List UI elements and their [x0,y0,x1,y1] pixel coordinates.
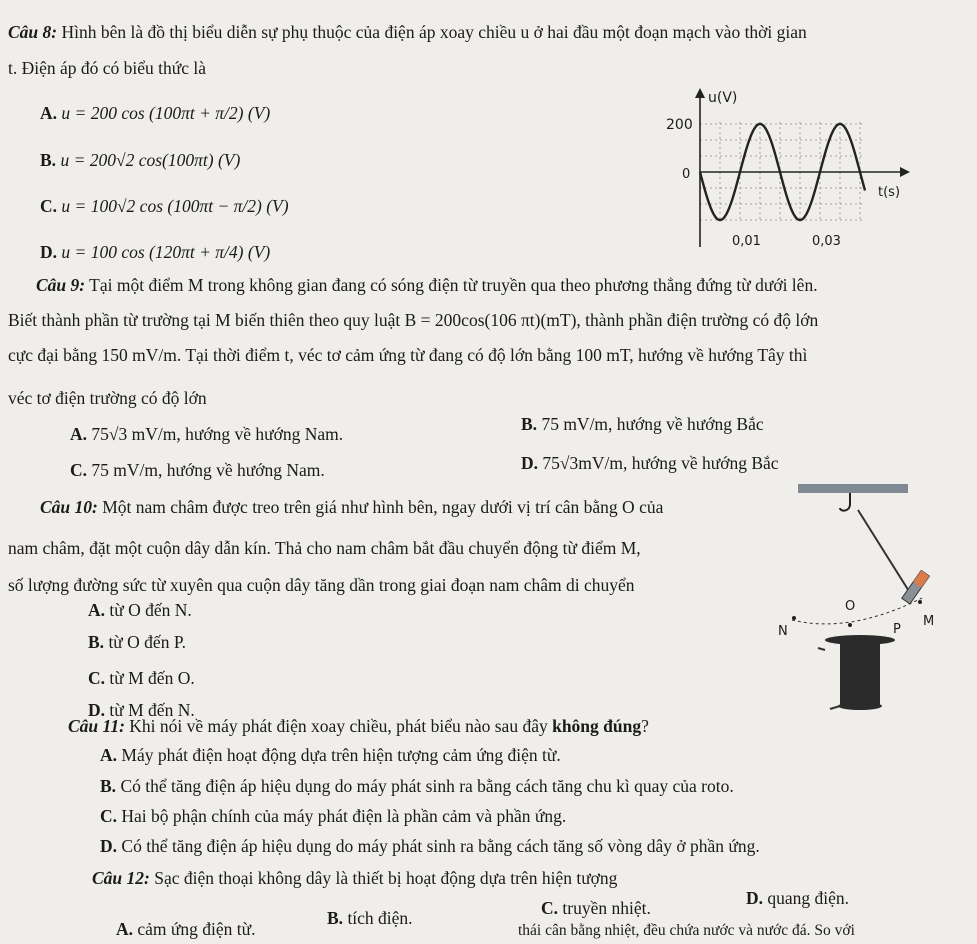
label-m: M [923,614,935,629]
q12-opt-c[interactable] [541,898,651,919]
q12-opt-c-letter: C. [541,898,559,918]
point-n [792,616,796,620]
q10-opt-d-text: từ M đến N. [109,700,195,720]
q8-opt-a[interactable] [40,103,270,124]
q9-opt-c[interactable] [70,460,325,481]
q12-opt-c-text: truyền nhiệt. [562,898,651,918]
y-axis-arrow [695,88,705,98]
q11-opt-b-text: Có thể tăng điện áp hiệu dụng do máy phát sinh ra bằng cách tăng chu kì quay của roto. [120,776,734,796]
q9-opt-d[interactable] [521,453,779,474]
swing-path [792,598,922,624]
q11-opt-b[interactable] [100,776,734,797]
q10-opt-b-text: từ O đến P. [108,632,186,652]
q10-label: Câu 10: [40,497,98,517]
graph-ytick: 200 [666,117,693,133]
q10-opt-d-letter: D. [88,700,106,720]
q9-opt-b-text: 75 mV/m, hướng về hướng Bắc [541,414,764,434]
q9-opt-c-text: 75 mV/m, hướng về hướng Nam. [91,460,325,480]
q8-opt-d-letter: D. [40,242,58,262]
q10-opt-c-text: từ M đến O. [109,668,195,688]
q11-text: Khi nói về máy phát điện xoay chiều, phát biểu nào sau đây [129,716,548,736]
graph-xtick-1: 0,01 [732,234,761,249]
q9-line2: Biết thành phần từ trường tại M biến thiên theo quy luật B = 200cos(106 πt)(mT), thành phần điện trường có độ lớn [8,310,819,330]
q10-opt-c-letter: C. [88,668,106,688]
hook [840,493,850,511]
q8-opt-c-expr: u = 100√2 cos (100πt − π/2) (V) [61,196,289,216]
q9-line1 [36,275,818,296]
q11-opt-a[interactable] [100,745,561,766]
coil-wire-top [818,648,825,650]
q12-opt-b-letter: B. [327,908,344,928]
q8-opt-a-letter: A. [40,103,58,123]
q9-opt-a-text: 75√3 mV/m, hướng về hướng Nam. [91,424,344,444]
q8-opt-c[interactable] [40,196,289,217]
q9-label: Câu 9: [36,275,86,295]
q11-opt-d[interactable] [100,836,760,857]
q8-line2: t. Điện áp đó có biểu thức là [8,58,207,78]
q9-line3: cực đại bằng 150 mV/m. Tại thời điểm t, véc tơ cảm ứng từ đang có độ lớn bằng 100 mT, hướng về hướng Tây thì [8,345,808,365]
q9-opt-d-letter: D. [521,453,539,473]
q11-opt-d-text: Có thể tăng điện áp hiệu dụng do máy phát sinh ra bằng cách tăng số vòng dây ở phần ứng. [121,836,760,856]
q12-opt-a-text: cảm ứng điện từ. [137,919,256,939]
q9-opt-c-letter: C. [70,460,88,480]
q9-opt-a-letter: A. [70,424,88,444]
q11-emph: không đúng [552,716,642,736]
q8-text1: Hình bên là đồ thị biểu diễn sự phụ thuộc của điện áp xoay chiều u ở hai đầu một đoạn mạch vào thời gian [61,22,807,42]
q10-opt-b[interactable] [88,632,186,653]
q10-opt-a-letter: A. [88,600,106,620]
q11-opt-a-letter: A. [100,745,118,765]
point-o [848,623,852,627]
q8-opt-c-letter: C. [40,196,58,216]
q12-text: Sạc điện thoại không dây là thiết bị hoạt động dựa trên hiện tượng [154,868,618,888]
q8-line1 [8,22,807,43]
q11-label: Câu 11: [68,716,125,736]
cut-off-next-line: thái cân bằng nhiệt, đều chứa nước và nước đá. So với [518,922,855,939]
q10-opt-a[interactable] [88,600,192,621]
q9-opt-b-letter: B. [521,414,538,434]
q9-line4: véc tơ điện trường có độ lớn [8,388,207,408]
q8-opt-d-expr: u = 100 cos (120πt + π/4) (V) [61,242,271,262]
graph-origin: 0 [682,167,691,182]
q12-line [92,868,617,889]
q12-label: Câu 12: [92,868,150,888]
q10-opt-c[interactable] [88,668,195,689]
q12-opt-a-letter: A. [116,919,134,939]
coil-body [840,644,880,706]
q9-opt-b[interactable] [521,414,764,435]
q10-line1 [40,497,663,518]
q11-line [68,716,649,737]
q10-line2: nam châm, đặt một cuộn dây dẫn kín. Thả cho nam châm bắt đầu chuyển động từ điểm M, [8,538,641,558]
coil-top [825,635,895,645]
q9-text1: Tại một điểm M trong không gian đang có sóng điện từ truyền qua theo phương thẳng đứng từ dưới lên. [89,275,818,295]
q9-opt-d-text: 75√3mV/m, hướng về hướng Bắc [542,453,779,473]
point-m [918,600,922,604]
label-p: P [893,622,901,637]
q11-qmark: ? [641,716,649,736]
label-o: O [845,599,856,614]
q11-opt-b-letter: B. [100,776,117,796]
q11-opt-c-letter: C. [100,806,118,826]
q12-opt-a[interactable] [116,919,256,940]
q11-opt-a-text: Máy phát điện hoạt động dựa trên hiện tượng cảm ứng điện từ. [121,745,561,765]
q10-text1: Một nam châm được treo trên giá như hình bên, ngay dưới vị trí cân bằng O của [102,497,664,517]
q8-opt-b-expr: u = 200√2 cos(100πt) (V) [60,150,241,170]
coil-wire-bottom [830,706,840,709]
q9-opt-a[interactable] [70,424,343,445]
q11-opt-d-letter: D. [100,836,118,856]
x-axis-arrow [900,167,910,177]
graph-ylabel: u(V) [708,90,738,106]
q10-opt-b-letter: B. [88,632,105,652]
q8-opt-b-letter: B. [40,150,57,170]
q11-opt-c-text: Hai bộ phận chính của máy phát điện là phần cảm và phần ứng. [121,806,567,826]
q8-opt-a-expr: u = 200 cos (100πt + π/2) (V) [61,103,271,123]
thread [858,510,912,596]
q10-opt-a-text: từ O đến N. [109,600,192,620]
label-n: N [778,624,788,639]
q12-opt-b-text: tích điện. [347,908,413,928]
q12-opt-b[interactable] [327,908,413,929]
magnet-pendulum-figure [770,478,970,728]
q11-opt-c[interactable] [100,806,566,827]
q12-opt-d-text: quang điện. [767,888,850,908]
q12-opt-d-letter: D. [746,888,764,908]
graph-xtick-2: 0,03 [812,234,841,249]
q8-opt-b[interactable] [40,150,240,171]
q10-line3: số lượng đường sức từ xuyên qua cuộn dây tăng dần trong giai đoạn nam châm di chuyển [8,575,635,595]
support-bar [798,484,908,493]
graph-xlabel: t(s) [878,185,901,200]
voltage-time-graph [660,82,920,262]
q8-label: Câu 8: [8,22,58,42]
q12-opt-d[interactable] [746,888,849,909]
q8-opt-d[interactable] [40,242,270,263]
